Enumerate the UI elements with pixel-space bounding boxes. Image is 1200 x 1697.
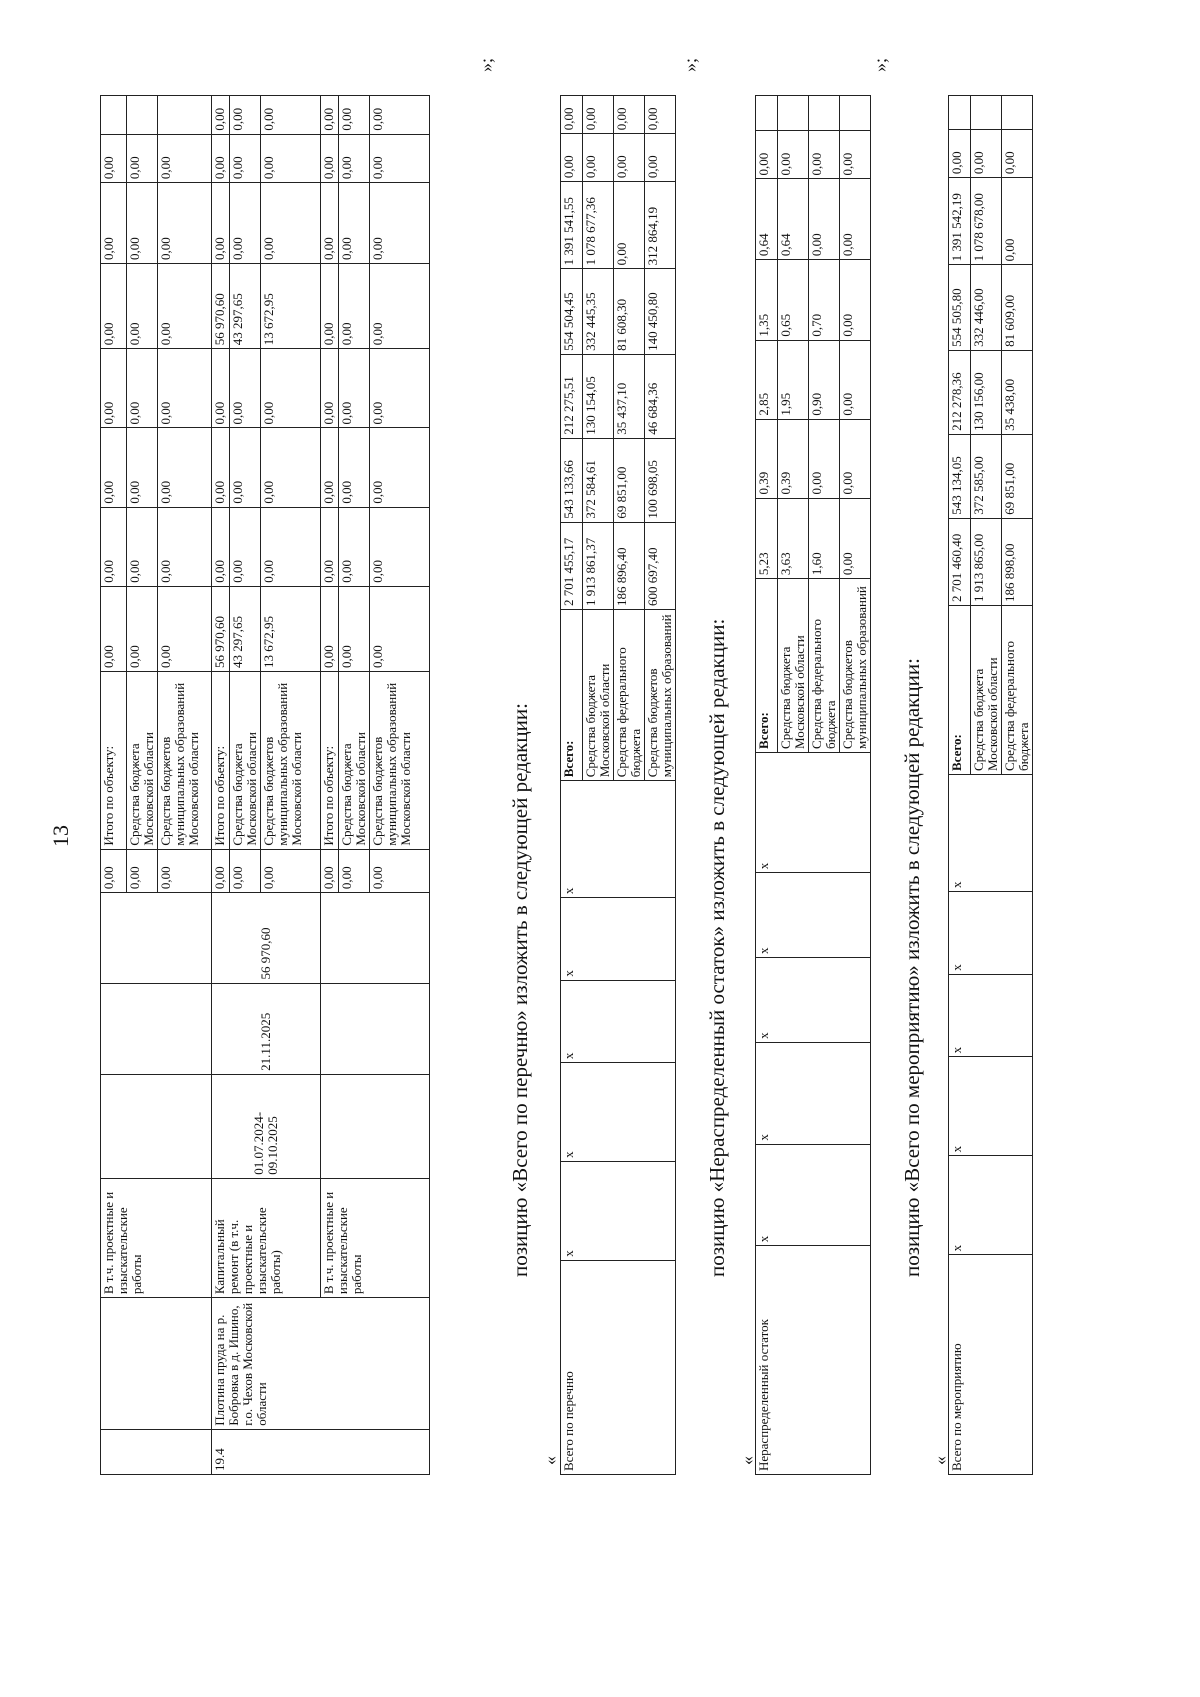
table-cell: 1 078 677,36 [583, 182, 614, 269]
table-cell: 0,00 [101, 134, 127, 183]
table-cell: 81 608,30 [614, 269, 645, 355]
table-row [756, 96, 778, 1475]
table-cell: 0,00 [370, 428, 430, 507]
table-cell [158, 96, 212, 135]
open-quote-4: « [930, 1456, 950, 1465]
summary-label: Нераспределенный остаток [756, 1246, 871, 1475]
section4-heading: позицию «Всего по мероприятию» изложить в следующей редакции: [900, 658, 924, 1277]
open-quote-2: « [540, 1456, 560, 1465]
x-mark: х [561, 898, 676, 981]
table-cell: 56 970,60 [212, 586, 230, 671]
table-cell: 0,00 [561, 96, 583, 134]
table-cell: 0,00 [261, 507, 321, 586]
table-cell: 0,00 [261, 183, 321, 264]
table-cell: 332 445,35 [583, 269, 614, 355]
table-cell: 43 297,65 [230, 586, 261, 671]
table-cell: 0,00 [158, 849, 212, 893]
table-cell: 0,00 [261, 428, 321, 507]
table-cell: 0,00 [339, 96, 370, 135]
table-cell: 0,00 [1002, 178, 1033, 265]
x-mark: х [561, 781, 676, 898]
table-cell: 0,00 [370, 507, 430, 586]
table-cell: 212 278,36 [949, 350, 971, 434]
table-cell: 186 898,00 [1002, 518, 1033, 605]
table-cell: 0,00 [949, 130, 971, 178]
table-cell [809, 96, 840, 131]
table-cell: 0,00 [158, 428, 212, 507]
table-cell: В т.ч. проектные и изыскательские работы [101, 1178, 212, 1297]
page-number: 13 [48, 825, 73, 847]
x-mark: х [949, 892, 1033, 975]
open-quote-3: « [737, 1456, 757, 1465]
table-cell [101, 893, 212, 983]
x-mark: х [756, 1042, 871, 1144]
table-cell: 0,00 [321, 428, 339, 507]
table-cell: 0,00 [158, 134, 212, 183]
table-cell: 0,00 [158, 349, 212, 428]
table-cell [971, 96, 1002, 130]
table-cell: 0,00 [583, 96, 614, 134]
table-cell [101, 96, 127, 135]
table-cell: 0,00 [212, 183, 230, 264]
table-cell: 0,00 [212, 428, 230, 507]
table-cell [101, 1298, 212, 1430]
table-cell: 0,00 [127, 849, 158, 893]
table-cell: 130 156,00 [971, 350, 1002, 434]
table-cell: 0,00 [370, 96, 430, 135]
table-cell: 0,00 [212, 349, 230, 428]
table-cell: 0,00 [840, 130, 871, 179]
table-cell: 0,00 [971, 130, 1002, 178]
work-type: В т.ч. проектные и изыскательские работы [321, 1178, 430, 1297]
table-cell: 0,64 [778, 179, 809, 260]
table-cell [321, 893, 430, 983]
table-cell: 0,00 [101, 183, 127, 264]
section3-heading: позицию «Нераспределенный остаток» изложить в следующей редакции: [705, 618, 729, 1277]
table-cell: 0,00 [127, 428, 158, 507]
table-cell: 0,00 [809, 419, 840, 498]
table-cell: 0,00 [261, 96, 321, 135]
x-mark: х [756, 958, 871, 1043]
table-cell: 46 684,36 [645, 354, 676, 438]
table-cell: 0,00 [261, 349, 321, 428]
table-cell: 0,00 [840, 260, 871, 341]
table-cell: Средства бюджетов муниципальных образований Московской области [158, 672, 212, 850]
table-cell: 0,00 [230, 428, 261, 507]
table-cell: 0,65 [778, 260, 809, 341]
table-cell: 0,00 [339, 586, 370, 671]
table-cell: 0,00 [158, 507, 212, 586]
table-cell: 0,00 [370, 134, 430, 183]
table-cell: 0,00 [339, 134, 370, 183]
table-cell: 554 504,45 [561, 269, 583, 355]
row-number: 19.4 [212, 1429, 430, 1474]
table-cell: 0,00 [370, 264, 430, 349]
funding-source: Средства федерального бюджета [809, 579, 840, 753]
table-cell [1002, 96, 1033, 130]
table-cell: 3,63 [778, 498, 809, 579]
total-list-table [560, 95, 676, 1475]
funding-source: Средства федерального бюджета [614, 609, 645, 780]
table-cell: 0,64 [756, 179, 778, 260]
x-mark: х [561, 1161, 676, 1260]
unallocated-table [755, 95, 871, 1475]
table-cell: 543 133,66 [561, 438, 583, 522]
table-cell [101, 1429, 212, 1474]
closing-quote-3: »; [870, 57, 890, 72]
table-cell: 1 391 541,55 [561, 182, 583, 269]
x-mark: х [949, 1156, 1033, 1255]
table-cell: 0,00 [101, 428, 127, 507]
table-row [949, 96, 971, 1475]
table-cell: 1 391 542,19 [949, 178, 971, 265]
table-cell: 0,00 [212, 96, 230, 135]
table-cell: 0,00 [101, 507, 127, 586]
table-cell: 13 672,95 [261, 586, 321, 671]
table-cell: 554 505,80 [949, 265, 971, 351]
table-cell: 13 672,95 [261, 264, 321, 349]
table-cell [778, 96, 809, 131]
table-cell: 69 851,00 [1002, 434, 1033, 518]
closing-quote-1: »; [476, 57, 496, 72]
table-cell: 0,00 [158, 183, 212, 264]
table-cell: 0,00 [230, 349, 261, 428]
table-cell: 332 446,00 [971, 265, 1002, 351]
table-cell: 0,00 [339, 507, 370, 586]
table-cell: 0,00 [321, 134, 339, 183]
table-cell: 0,00 [127, 586, 158, 671]
x-mark: х [756, 1144, 871, 1246]
table-cell: Средства бюджета Московской области [127, 672, 158, 850]
table-cell: 0,00 [1002, 130, 1033, 178]
table-cell: 0,90 [809, 340, 840, 419]
table-cell [101, 1074, 212, 1178]
table-cell: 312 864,19 [645, 182, 676, 269]
table-cell: Средства бюджетов муниципальных образований Московской области [370, 672, 430, 850]
table-cell: Средства бюджета Московской области [339, 672, 370, 850]
table-cell: 69 851,00 [614, 438, 645, 522]
table-cell: 0,00 [321, 183, 339, 264]
table-cell: 0,00 [321, 349, 339, 428]
table-cell: Средства бюджета Московской области [230, 672, 261, 850]
table-cell: 0,00 [212, 134, 230, 183]
x-mark: х [756, 873, 871, 958]
table-cell: 0,00 [230, 96, 261, 135]
table-cell: 0,00 [212, 849, 230, 893]
table-cell: 0,00 [840, 179, 871, 260]
table-cell: 0,00 [645, 134, 676, 182]
table-cell: 0,00 [261, 849, 321, 893]
x-mark: х [949, 1057, 1033, 1156]
summary-label: Всего по мероприятию [949, 1255, 1033, 1475]
table-cell: 0,00 [840, 498, 871, 579]
x-mark: х [756, 752, 871, 872]
table-cell: 56 970,60 [212, 264, 230, 349]
table-cell: 0,00 [230, 134, 261, 183]
funding-source: Средства федерального бюджета [1002, 606, 1033, 775]
table-cell: 0,00 [321, 507, 339, 586]
table-cell: 2,85 [756, 340, 778, 419]
funding-source: Всего: [756, 579, 778, 753]
table-cell: 35 437,10 [614, 354, 645, 438]
table-cell: 0,00 [339, 264, 370, 349]
table-cell: 0,00 [370, 849, 430, 893]
table-cell: 186 896,40 [614, 522, 645, 609]
table-cell: 0,00 [321, 586, 339, 671]
table-cell: 0,00 [158, 586, 212, 671]
table-cell: 2 701 460,40 [949, 518, 971, 605]
table-cell: 0,00 [127, 134, 158, 183]
table-row [321, 96, 339, 1475]
table-cell: 0,00 [261, 134, 321, 183]
table-cell: 0,00 [370, 183, 430, 264]
table-cell: 0,00 [101, 264, 127, 349]
table-cell: 43 297,65 [230, 264, 261, 349]
table-cell: 0,00 [101, 849, 127, 893]
table-cell: 0,00 [583, 134, 614, 182]
total-event-table [948, 95, 1033, 1475]
table-cell: 0,00 [756, 130, 778, 179]
table-cell [840, 96, 871, 131]
object-cost: 56 970,60 [212, 893, 321, 983]
table-cell: 0,00 [321, 264, 339, 349]
table-cell: 0,00 [127, 264, 158, 349]
table-cell: 1,35 [756, 260, 778, 341]
table-cell: 0,00 [230, 507, 261, 586]
table-cell [321, 1074, 430, 1178]
objects-table [100, 95, 430, 1475]
table-cell [321, 983, 430, 1074]
funding-source: Средства бюджета Московской области [971, 606, 1002, 775]
table-cell: 130 154,05 [583, 354, 614, 438]
funding-source: Всего: [561, 609, 583, 780]
table-cell: 0,00 [339, 849, 370, 893]
table-cell: 0,00 [561, 134, 583, 182]
section2-heading: позицию «Всего по перечню» изложить в следующей редакции: [508, 703, 532, 1277]
table-cell: 372 584,61 [583, 438, 614, 522]
table-cell: 2 701 455,17 [561, 522, 583, 609]
table-cell [756, 96, 778, 131]
table-cell: 372 585,00 [971, 434, 1002, 518]
closing-quote-2: »; [680, 57, 700, 72]
table-cell: 1,95 [778, 340, 809, 419]
table-cell: 0,00 [127, 349, 158, 428]
table-cell: 0,00 [645, 96, 676, 134]
table-cell: 0,00 [101, 586, 127, 671]
completion-date: 21.11.2025 [212, 983, 321, 1074]
table-cell: 0,00 [127, 183, 158, 264]
table-cell: 0,00 [840, 419, 871, 498]
object-name: Плотина пруда на р. Бобровка в д. Ишино, г.о. Чехов Московской области [212, 1298, 430, 1430]
table-cell: Итого по объекту: [101, 672, 127, 850]
table-cell: 0,00 [840, 340, 871, 419]
table-cell: 1 078 678,00 [971, 178, 1002, 265]
table-cell: 0,00 [778, 130, 809, 179]
table-cell: 0,00 [339, 428, 370, 507]
table-cell: 5,23 [756, 498, 778, 579]
table-cell: 0,70 [809, 260, 840, 341]
table-cell: 0,00 [614, 96, 645, 134]
table-cell: 212 275,51 [561, 354, 583, 438]
table-cell [127, 96, 158, 135]
table-cell: 0,00 [230, 183, 261, 264]
table-cell: 0,39 [756, 419, 778, 498]
table-cell: 1 913 861,37 [583, 522, 614, 609]
table-cell: 0,00 [158, 264, 212, 349]
work-type: Капитальный ремонт (в т.ч. проектные и изыскательские работы) [212, 1178, 321, 1297]
table-cell: 81 609,00 [1002, 265, 1033, 351]
table-cell: 100 698,05 [645, 438, 676, 522]
funding-source: Всего: [949, 606, 971, 775]
table-cell: 0,00 [614, 134, 645, 182]
table-cell: 0,00 [230, 849, 261, 893]
x-mark: х [949, 974, 1033, 1057]
table-cell: 0,39 [778, 419, 809, 498]
x-mark: х [561, 1063, 676, 1162]
table-row [561, 96, 583, 1475]
table-cell: Средства бюджетов муниципальных образований Московской области [261, 672, 321, 850]
table-cell: 0,00 [212, 507, 230, 586]
table-row [212, 96, 230, 1475]
table-cell: 1 913 865,00 [971, 518, 1002, 605]
table-cell: 0,00 [809, 130, 840, 179]
funding-source: Средства бюджетов муниципальных образований [645, 609, 676, 780]
table-cell: 0,00 [339, 349, 370, 428]
table-cell: 0,00 [101, 349, 127, 428]
table-cell: 1,60 [809, 498, 840, 579]
table-cell: 0,00 [127, 507, 158, 586]
funding-source: Средства бюджетов муниципальных образований [840, 579, 871, 753]
table-row [101, 96, 127, 1475]
table-cell: 140 450,80 [645, 269, 676, 355]
funding-source: Средства бюджета Московской области [583, 609, 614, 780]
x-mark: х [561, 980, 676, 1063]
table-cell: 0,00 [370, 586, 430, 671]
table-cell: 0,00 [339, 183, 370, 264]
x-mark: х [949, 775, 1033, 892]
table-cell: 0,00 [321, 849, 339, 893]
table-cell [949, 96, 971, 130]
table-cell: Итого по объекту: [321, 672, 339, 850]
funding-source: Средства бюджета Московской области [778, 579, 809, 753]
table-cell [101, 983, 212, 1074]
table-cell: 35 438,00 [1002, 350, 1033, 434]
table-cell: 543 134,05 [949, 434, 971, 518]
table-cell: Итого по объекту: [212, 672, 230, 850]
table-cell: 0,00 [809, 179, 840, 260]
summary-label: Всего по перечню [561, 1260, 676, 1474]
work-dates: 01.07.2024-09.10.2025 [212, 1074, 321, 1178]
table-cell: 0,00 [321, 96, 339, 135]
table-cell: 0,00 [614, 182, 645, 269]
table-cell: 600 697,40 [645, 522, 676, 609]
table-cell: 0,00 [370, 349, 430, 428]
